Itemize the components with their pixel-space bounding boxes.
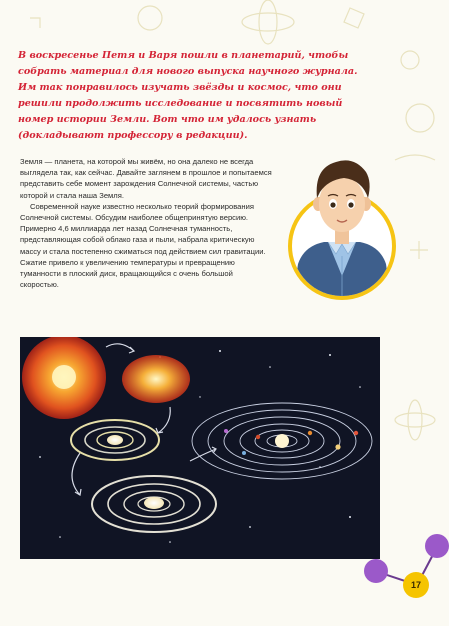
page-number: 17 bbox=[410, 580, 421, 590]
solar-system-illustration bbox=[20, 337, 380, 559]
paragraph-2: Современной науке известно несколько теорий формирования Солнечной системы. Обсудим наиболее общепринятую версию. Примерно 4,6 миллиарда лет назад Солнечная туманность, представляющая собой облако газа и пыли, набрала критическую массу и стала постепенно сжиматься под действием сил гравитации. Сжатие привело к увеличению температуры и превращению туманности в плоский диск, вращающийся с очень большой скоростью. bbox=[20, 201, 266, 290]
boy-portrait bbox=[284, 146, 400, 304]
article-body bbox=[20, 156, 272, 290]
molecule-decoration bbox=[354, 527, 449, 626]
paragraph-1: Земля — планета, на которой мы живём, но она далеко не всегда выглядела так, как сейчас. Давайте заглянем в прошлое и попытаемся представить себе момент зарождения Солнечной системы, частью которой и стала наша Земля. bbox=[20, 157, 272, 200]
intro-text: В воскресенье Петя и Варя пошли в планетарий, чтобы собрать материал для нового выпуска научного журнала. Им так понравилось изучать звёзды и космос, что они решили продолжить исследование и посвятить новый номер истории Земли. Вот что им удалось узнать (докладывают профессору в редакции). bbox=[18, 50, 358, 141]
